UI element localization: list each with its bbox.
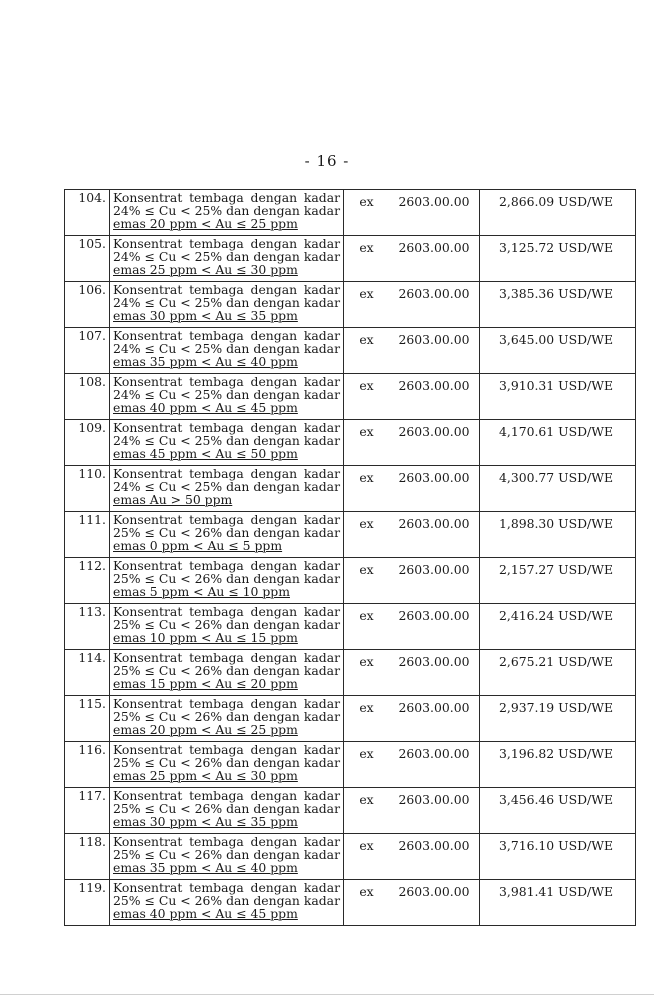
price-unit: USD/WE [558, 424, 613, 439]
ex-marker: ex [344, 696, 390, 742]
product-description [110, 282, 344, 328]
row-number: 104. [65, 190, 110, 236]
row-number: 114. [65, 650, 110, 696]
price-unit: USD/WE [558, 332, 613, 347]
description-line: emas 20 ppm < Au ≤ 25 ppm [113, 722, 298, 738]
description-line: emas 40 ppm < Au ≤ 45 ppm [113, 400, 298, 416]
hs-code: 2603.00.00 [389, 604, 480, 650]
hs-code: 2603.00.00 [389, 788, 480, 834]
ex-marker: ex [344, 328, 390, 374]
export-price-table [64, 189, 636, 926]
price-cell [480, 190, 636, 236]
description-line: 25% ≤ Cu < 26% dan dengan kadar [113, 571, 340, 587]
hs-code: 2603.00.00 [389, 742, 480, 788]
description-line: 25% ≤ Cu < 26% dan dengan kadar [113, 755, 340, 771]
description-line: 24% ≤ Cu < 25% dan dengan kadar [113, 433, 340, 449]
row-number: 106. [65, 282, 110, 328]
description-line: Konsentrat tembaga dengan kadar [113, 236, 340, 251]
price-value: 2,675.21 [499, 654, 555, 669]
description-line: emas 30 ppm < Au ≤ 35 ppm [113, 308, 298, 324]
description-line: emas 20 ppm < Au ≤ 25 ppm [113, 216, 298, 232]
hs-code: 2603.00.00 [389, 834, 480, 880]
price-unit: USD/WE [558, 608, 613, 623]
description-line: emas 25 ppm < Au ≤ 30 ppm [113, 262, 298, 278]
description-line: emas 5 ppm < Au ≤ 10 ppm [113, 584, 290, 600]
description-line: emas 0 ppm < Au ≤ 5 ppm [113, 538, 283, 554]
price-unit: USD/WE [558, 838, 613, 853]
description-line: emas 45 ppm < Au ≤ 50 ppm [113, 446, 298, 462]
table-row [65, 834, 636, 880]
ex-marker: ex [344, 788, 390, 834]
description-line: 25% ≤ Cu < 26% dan dengan kadar [113, 617, 340, 633]
table-row [65, 558, 636, 604]
price-unit: USD/WE [558, 884, 613, 899]
price-unit: USD/WE [558, 700, 613, 715]
page-number: - 16 - [304, 152, 350, 170]
row-number: 110. [65, 466, 110, 512]
price-cell [480, 696, 636, 742]
hs-code: 2603.00.00 [389, 558, 480, 604]
description-line: 24% ≤ Cu < 25% dan dengan kadar [113, 295, 340, 311]
description-line: emas 15 ppm < Au ≤ 20 ppm [113, 676, 298, 692]
ex-marker: ex [344, 742, 390, 788]
price-value: 3,196.82 [499, 746, 555, 761]
description-line: emas 35 ppm < Au ≤ 40 ppm [113, 354, 298, 370]
ex-marker: ex [344, 236, 390, 282]
table-row [65, 650, 636, 696]
product-description [110, 788, 344, 834]
table-row [65, 328, 636, 374]
description-line: Konsentrat tembaga dengan kadar [113, 374, 340, 389]
price-cell [480, 788, 636, 834]
product-description [110, 650, 344, 696]
price-value: 4,300.77 [499, 470, 555, 485]
row-number: 116. [65, 742, 110, 788]
description-line: Konsentrat tembaga dengan kadar [113, 190, 340, 205]
row-number: 118. [65, 834, 110, 880]
price-unit: USD/WE [558, 562, 613, 577]
price-cell [480, 834, 636, 880]
ex-marker: ex [344, 512, 390, 558]
description-line: Konsentrat tembaga dengan kadar [113, 788, 340, 803]
price-cell [480, 374, 636, 420]
price-cell [480, 466, 636, 512]
ex-marker: ex [344, 420, 390, 466]
description-line: Konsentrat tembaga dengan kadar [113, 650, 340, 665]
product-description [110, 374, 344, 420]
price-unit: USD/WE [558, 194, 613, 209]
price-cell [480, 328, 636, 374]
price-cell [480, 236, 636, 282]
description-line: Konsentrat tembaga dengan kadar [113, 420, 340, 435]
table-row [65, 282, 636, 328]
description-line: 25% ≤ Cu < 26% dan dengan kadar [113, 847, 340, 863]
description-line: 24% ≤ Cu < 25% dan dengan kadar [113, 249, 340, 265]
hs-code: 2603.00.00 [389, 420, 480, 466]
price-unit: USD/WE [558, 378, 613, 393]
description-line: 24% ≤ Cu < 25% dan dengan kadar [113, 387, 340, 403]
price-value: 1,898.30 [499, 516, 555, 531]
description-line: Konsentrat tembaga dengan kadar [113, 604, 340, 619]
description-line: 24% ≤ Cu < 25% dan dengan kadar [113, 341, 340, 357]
description-line: Konsentrat tembaga dengan kadar [113, 742, 340, 757]
price-cell [480, 512, 636, 558]
table-row [65, 236, 636, 282]
table-body [65, 190, 636, 926]
hs-code: 2603.00.00 [389, 328, 480, 374]
hs-code: 2603.00.00 [389, 696, 480, 742]
product-description [110, 742, 344, 788]
product-description [110, 558, 344, 604]
product-description [110, 420, 344, 466]
row-number: 119. [65, 880, 110, 926]
description-line: Konsentrat tembaga dengan kadar [113, 834, 340, 849]
row-number: 113. [65, 604, 110, 650]
price-cell [480, 742, 636, 788]
row-number: 107. [65, 328, 110, 374]
price-unit: USD/WE [558, 516, 613, 531]
description-line: 24% ≤ Cu < 25% dan dengan kadar [113, 479, 340, 495]
row-number: 112. [65, 558, 110, 604]
table-row [65, 880, 636, 926]
price-value: 3,125.72 [499, 240, 555, 255]
description-line: Konsentrat tembaga dengan kadar [113, 558, 340, 573]
description-line: Konsentrat tembaga dengan kadar [113, 466, 340, 481]
ex-marker: ex [344, 604, 390, 650]
table-row [65, 604, 636, 650]
description-line: 24% ≤ Cu < 25% dan dengan kadar [113, 203, 340, 219]
description-line: emas Au > 50 ppm [113, 492, 233, 508]
price-value: 2,937.19 [499, 700, 555, 715]
table-row [65, 696, 636, 742]
row-number: 109. [65, 420, 110, 466]
description-line: Konsentrat tembaga dengan kadar [113, 512, 340, 527]
table-row [65, 742, 636, 788]
table-row [65, 788, 636, 834]
hs-code: 2603.00.00 [389, 374, 480, 420]
description-line: 25% ≤ Cu < 26% dan dengan kadar [113, 663, 340, 679]
product-description [110, 834, 344, 880]
product-description [110, 190, 344, 236]
price-cell [480, 604, 636, 650]
price-cell [480, 282, 636, 328]
table-row [65, 420, 636, 466]
row-number: 115. [65, 696, 110, 742]
product-description [110, 880, 344, 926]
price-unit: USD/WE [558, 286, 613, 301]
table-row [65, 374, 636, 420]
table-row [65, 512, 636, 558]
hs-code: 2603.00.00 [389, 466, 480, 512]
price-value: 2,416.24 [499, 608, 555, 623]
hs-code: 2603.00.00 [389, 236, 480, 282]
description-line: emas 10 ppm < Au ≤ 15 ppm [113, 630, 298, 646]
description-line: emas 35 ppm < Au ≤ 40 ppm [113, 860, 298, 876]
price-unit: USD/WE [558, 240, 613, 255]
ex-marker: ex [344, 558, 390, 604]
price-value: 3,716.10 [499, 838, 555, 853]
product-description [110, 328, 344, 374]
price-cell [480, 420, 636, 466]
ex-marker: ex [344, 282, 390, 328]
row-number: 108. [65, 374, 110, 420]
description-line: emas 30 ppm < Au ≤ 35 ppm [113, 814, 298, 830]
price-value: 3,385.36 [499, 286, 555, 301]
ex-marker: ex [344, 834, 390, 880]
price-unit: USD/WE [558, 746, 613, 761]
product-description [110, 604, 344, 650]
table-row [65, 190, 636, 236]
description-line: 25% ≤ Cu < 26% dan dengan kadar [113, 525, 340, 541]
description-line: Konsentrat tembaga dengan kadar [113, 696, 340, 711]
hs-code: 2603.00.00 [389, 282, 480, 328]
hs-code: 2603.00.00 [389, 512, 480, 558]
hs-code: 2603.00.00 [389, 880, 480, 926]
description-line: emas 25 ppm < Au ≤ 30 ppm [113, 768, 298, 784]
price-unit: USD/WE [558, 470, 613, 485]
price-cell [480, 558, 636, 604]
description-line: emas 40 ppm < Au ≤ 45 ppm [113, 906, 298, 922]
description-line: Konsentrat tembaga dengan kadar [113, 282, 340, 297]
table-row [65, 466, 636, 512]
row-number: 105. [65, 236, 110, 282]
hs-code: 2603.00.00 [389, 190, 480, 236]
price-unit: USD/WE [558, 654, 613, 669]
hs-code: 2603.00.00 [389, 650, 480, 696]
ex-marker: ex [344, 466, 390, 512]
price-value: 2,866.09 [499, 194, 555, 209]
ex-marker: ex [344, 650, 390, 696]
product-description [110, 512, 344, 558]
product-description [110, 236, 344, 282]
price-cell [480, 650, 636, 696]
price-value: 3,456.46 [499, 792, 555, 807]
price-value: 3,910.31 [499, 378, 555, 393]
price-value: 3,645.00 [499, 332, 555, 347]
scan-edge-line [0, 994, 654, 995]
description-line: 25% ≤ Cu < 26% dan dengan kadar [113, 709, 340, 725]
description-line: 25% ≤ Cu < 26% dan dengan kadar [113, 893, 340, 909]
product-description [110, 466, 344, 512]
ex-marker: ex [344, 190, 390, 236]
price-value: 2,157.27 [499, 562, 555, 577]
row-number: 111. [65, 512, 110, 558]
description-line: Konsentrat tembaga dengan kadar [113, 328, 340, 343]
product-description [110, 696, 344, 742]
ex-marker: ex [344, 880, 390, 926]
ex-marker: ex [344, 374, 390, 420]
row-number: 117. [65, 788, 110, 834]
price-value: 3,981.41 [499, 884, 555, 899]
price-cell [480, 880, 636, 926]
price-value: 4,170.61 [499, 424, 555, 439]
price-unit: USD/WE [558, 792, 613, 807]
description-line: Konsentrat tembaga dengan kadar [113, 880, 340, 895]
description-line: 25% ≤ Cu < 26% dan dengan kadar [113, 801, 340, 817]
